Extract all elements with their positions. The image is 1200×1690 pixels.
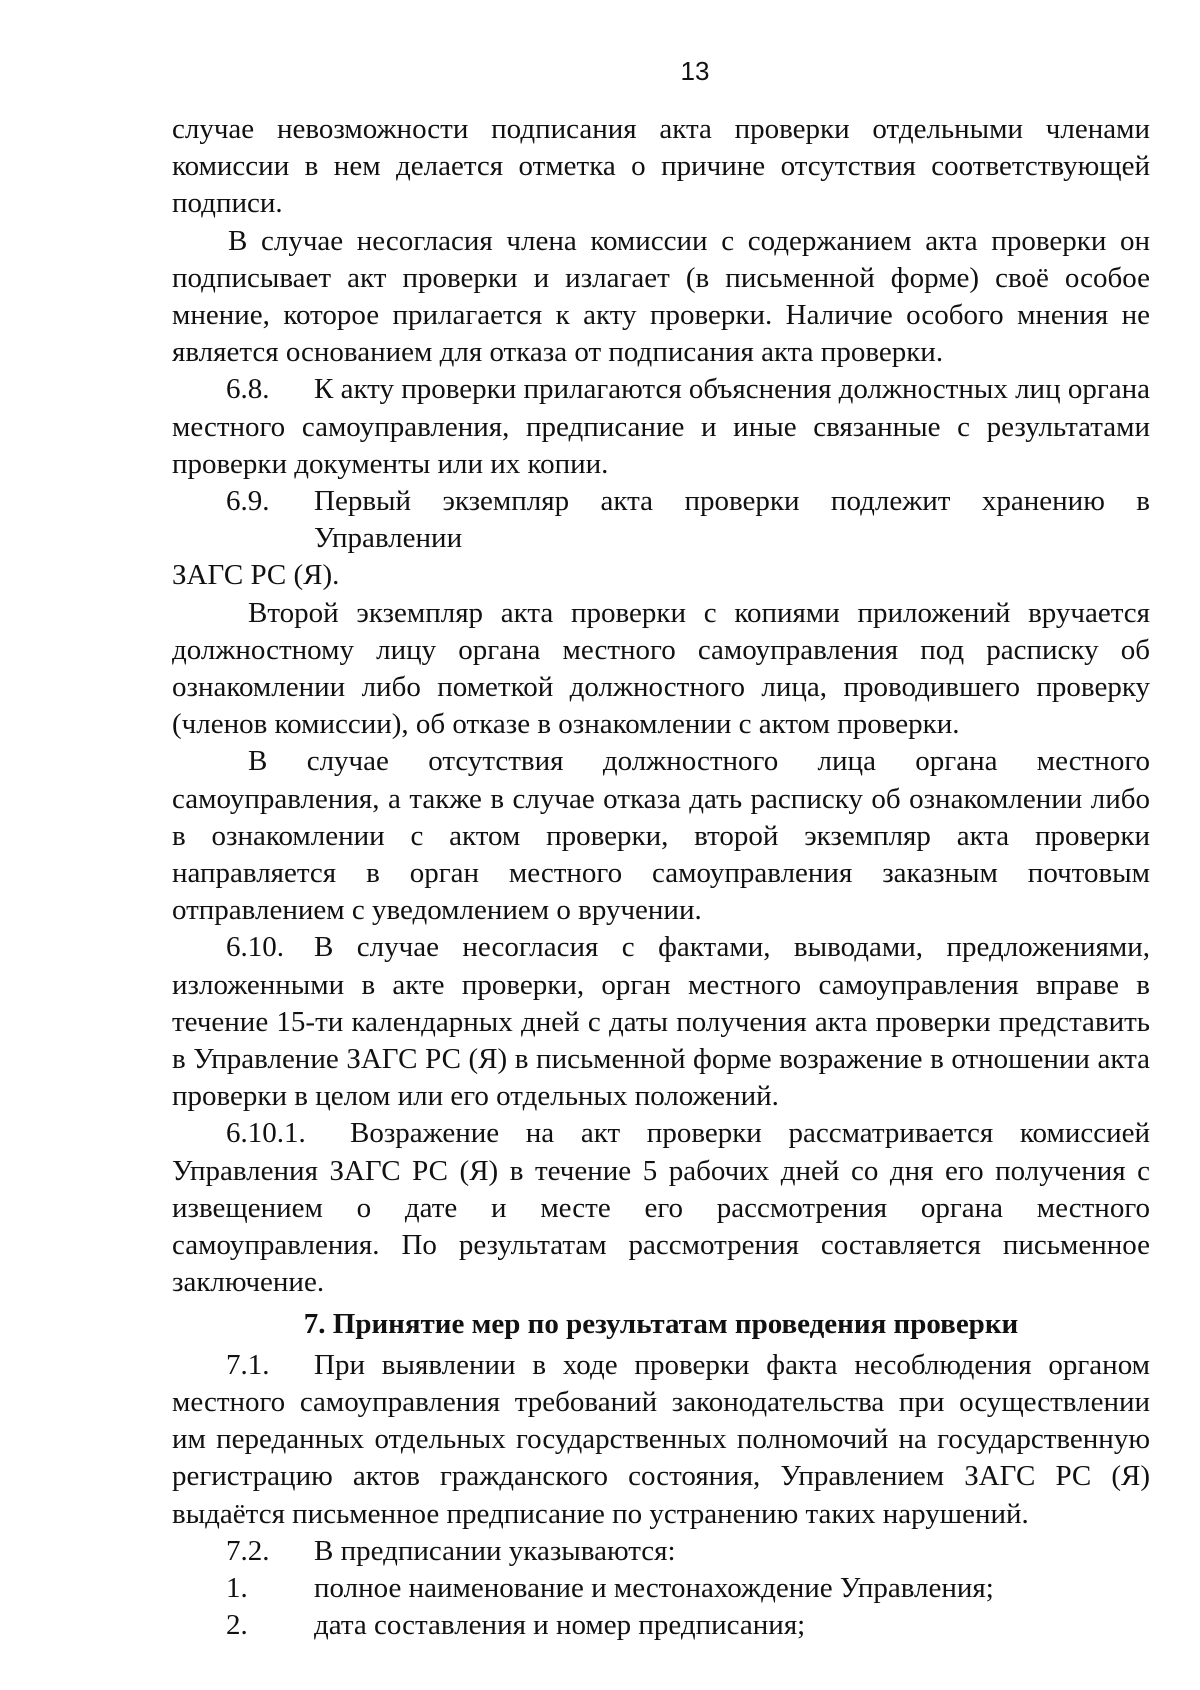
clause-text: В предписании указываются: <box>314 1534 676 1567</box>
list-item-text: полное наименование и местонахождение Управления; <box>314 1571 994 1604</box>
page-number: 13 <box>680 56 710 86</box>
paragraph-continuation: случае невозможности подписания акта проверки отдельными членами комиссии в нем делается отметка о причине отсутствия соответствующей подписи. <box>172 113 1150 220</box>
clause-6-9-text: ЗАГС РС (Я). <box>172 559 340 592</box>
document-body <box>172 111 1150 1644</box>
list-item-number: 2. <box>226 1609 248 1642</box>
paragraph-absence: В случае отсутствия должностного лица органа местного самоуправления, а также в случае отказа дать расписку об ознакомлении либо в ознакомлении с актом проверки, второй экземпляр акта проверки направляется в орган местного самоуправления заказным почтовым отправлением с уведомлением о вручении. <box>172 745 1150 927</box>
clause-text-first-line: Возражение на акт проверки рассматривается комиссией <box>350 1117 1150 1150</box>
paragraph-second-copy: Второй экземпляр акта проверки с копиями приложений вручается должностному лицу органа местного самоуправления под расписку об ознакомлении либо пометкой должностного лица, проводившего проверку (членов комиссии), об отказе в ознакомлении с актом проверки. <box>172 596 1150 741</box>
clause-number: 7.2. <box>226 1534 270 1567</box>
clause-6-9 <box>172 483 1150 557</box>
paragraph-dissent: В случае несогласия члена комиссии с содержанием акта проверки он подписывает акт проверки и излагает (в письменной форме) своё особое мнение, которое прилагается к акту проверки. Наличие особого мнения не является основанием для отказа от подписания акта проверки. <box>172 224 1150 369</box>
clause-text-first-line: В случае несогласия с фактами, выводами, предложениями, <box>314 931 1150 964</box>
section-heading-7: 7. Принятие мер по результатам проведения проверки <box>303 1307 1019 1340</box>
clause-number: 6.10.1. <box>226 1117 306 1150</box>
clause-6-10-text: изложенными в акте проверки, орган местного самоуправления вправе в течение 15-ти календарных дней с даты получения акта проверки представить в Управление ЗАГС РС (Я) в письменной форме возражение в отношении акта проверки в целом или его отдельных положений. <box>172 968 1150 1113</box>
clause-7-1 <box>172 1347 1150 1384</box>
clause-text-first-line: При выявлении в ходе проверки факта несоблюдения органом <box>314 1348 1150 1381</box>
clause-6-10-1 <box>172 1115 1150 1152</box>
clause-number: 6.9. <box>226 485 270 518</box>
clause-number: 7.1. <box>226 1348 270 1381</box>
clause-7-1-text: местного самоуправления требований законодательства при осуществлении им переданных отдельных государственных полномочий на государственную регистрацию актов гражданского состояния, Управлением ЗАГС РС (Я) выдаётся письменное предписание по устранению таких нарушений. <box>172 1385 1150 1530</box>
clause-text-first-line: К акту проверки прилагаются объяснения должностных лиц органа <box>314 373 1151 406</box>
clause-7-2 <box>172 1533 1150 1570</box>
list-item-text: дата составления и номер предписания; <box>314 1609 806 1642</box>
clause-number: 6.10. <box>226 931 284 964</box>
list-item-number: 1. <box>226 1571 248 1604</box>
clause-6-8 <box>172 371 1150 408</box>
clause-6-10 <box>172 929 1150 966</box>
clause-text-first-line: Первый экземпляр акта проверки подлежит хранению в Управлении <box>314 485 1150 555</box>
clause-6-8-text: местного самоуправления, предписание и иные связанные с результатами проверки документы или их копии. <box>172 410 1150 480</box>
list-item <box>172 1607 1150 1644</box>
clause-6-10-1-text: Управления ЗАГС РС (Я) в течение 5 рабочих дней со дня его получения с извещением о дате и месте его рассмотрения органа местного самоуправления. По результатам рассмотрения составляется письменное заключение. <box>172 1154 1150 1299</box>
clause-number: 6.8. <box>226 373 270 406</box>
list-item <box>172 1570 1150 1607</box>
